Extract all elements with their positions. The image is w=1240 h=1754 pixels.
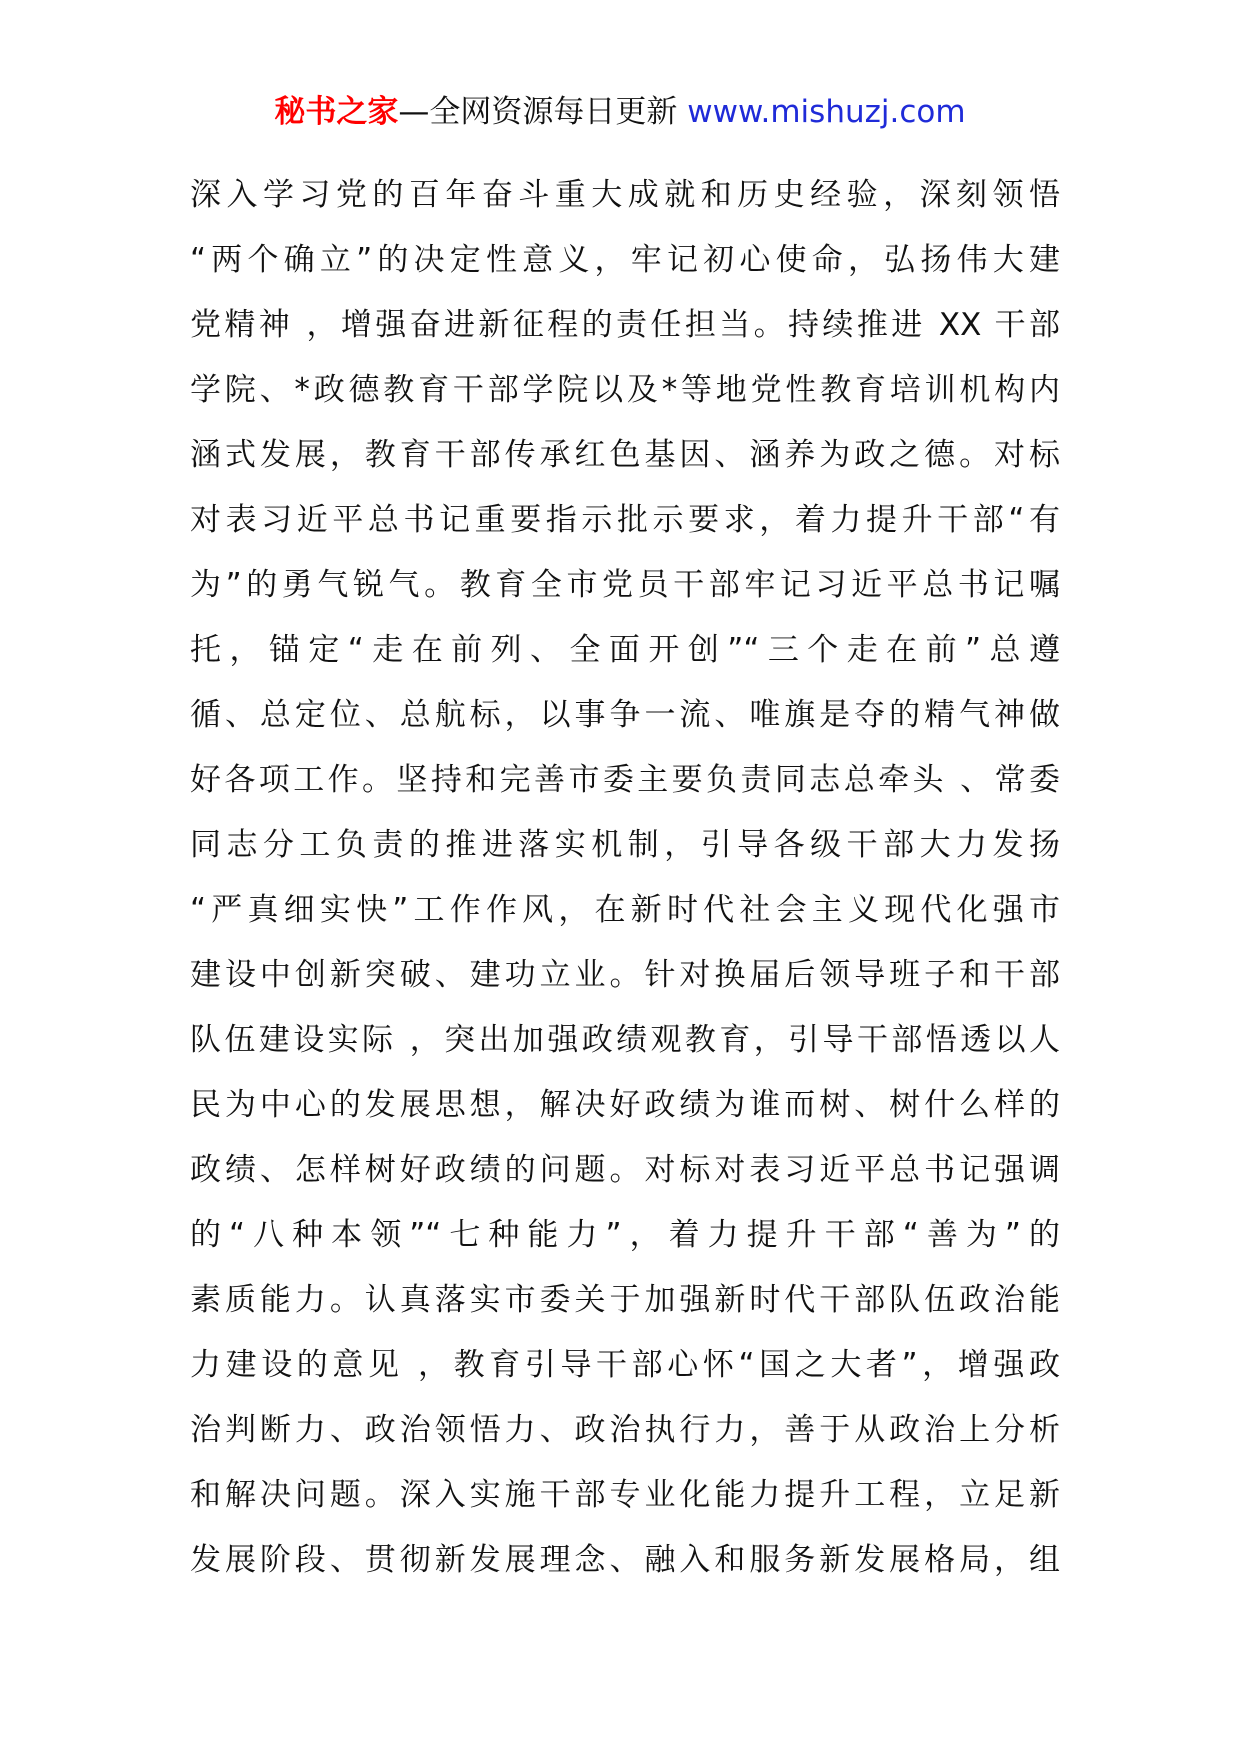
text-line: 的“八种本领”“七种能力”，着力提升干部“善为”的: [190, 1217, 1060, 1253]
text-line: 循、总定位、总航标，以事争一流、唯旗是夺的精气神做: [190, 697, 1060, 733]
text-line: 力建设的意见 ，教育引导干部心怀“国之大者”，增强政: [190, 1347, 1060, 1383]
text-line: 党精神 ，增强奋进新征程的责任担当。持续推进 XX 干部: [190, 307, 1060, 343]
text-line: “两个确立”的决定性意义，牢记初心使命，弘扬伟大建: [190, 242, 1060, 278]
text-line: 治判断力、政治领悟力、政治执行力，善于从政治上分析: [190, 1412, 1060, 1448]
text-line: 深入学习党的百年奋斗重大成就和历史经验，深刻领悟: [190, 177, 1060, 213]
text-line: 民为中心的发展思想，解决好政绩为谁而树、树什么样的: [190, 1087, 1060, 1123]
text-line: 学院、*政德教育干部学院以及*等地党性教育培训机构内: [190, 372, 1060, 408]
text-line: 发展阶段、贯彻新发展理念、融入和服务新发展格局，组: [190, 1542, 1060, 1578]
text-line: “严真细实快”工作作风，在新时代社会主义现代化强市: [190, 892, 1060, 928]
text-line: 托，锚定“走在前列、全面开创”“三个走在前”总遵: [190, 632, 1060, 668]
brand-name: 秘书之家: [274, 94, 399, 130]
text-line: 好各项工作。坚持和完善市委主要负责同志总牵头 、常委: [190, 762, 1060, 798]
site-url-link[interactable]: www.mishuzj.com: [687, 94, 966, 130]
text-line: 为”的勇气锐气。教育全市党员干部牢记习近平总书记嘱: [190, 567, 1060, 603]
text-line: 队伍建设实际 ，突出加强政绩观教育，引导干部悟透以人: [190, 1022, 1060, 1058]
watermark-header: [0, 92, 1240, 132]
text-line: 对表习近平总书记重要指示批示要求，着力提升干部“有: [190, 502, 1060, 538]
text-line: 政绩、怎样树好政绩的问题。对标对表习近平总书记强调: [190, 1152, 1060, 1188]
text-line: 涵式发展，教育干部传承红色基因、涵养为政之德。对标: [190, 437, 1060, 473]
text-line: 建设中创新突破、建功立业。针对换届后领导班子和干部: [190, 957, 1060, 993]
text-line: 和解决问题。深入实施干部专业化能力提升工程，立足新: [190, 1477, 1060, 1513]
document-body: [190, 163, 1060, 1593]
text-line: 同志分工负责的推进落实机制，引导各级干部大力发扬: [190, 827, 1060, 863]
header-tagline: —全网资源每日更新: [398, 94, 688, 130]
text-line: 素质能力。认真落实市委关于加强新时代干部队伍政治能: [190, 1282, 1060, 1318]
